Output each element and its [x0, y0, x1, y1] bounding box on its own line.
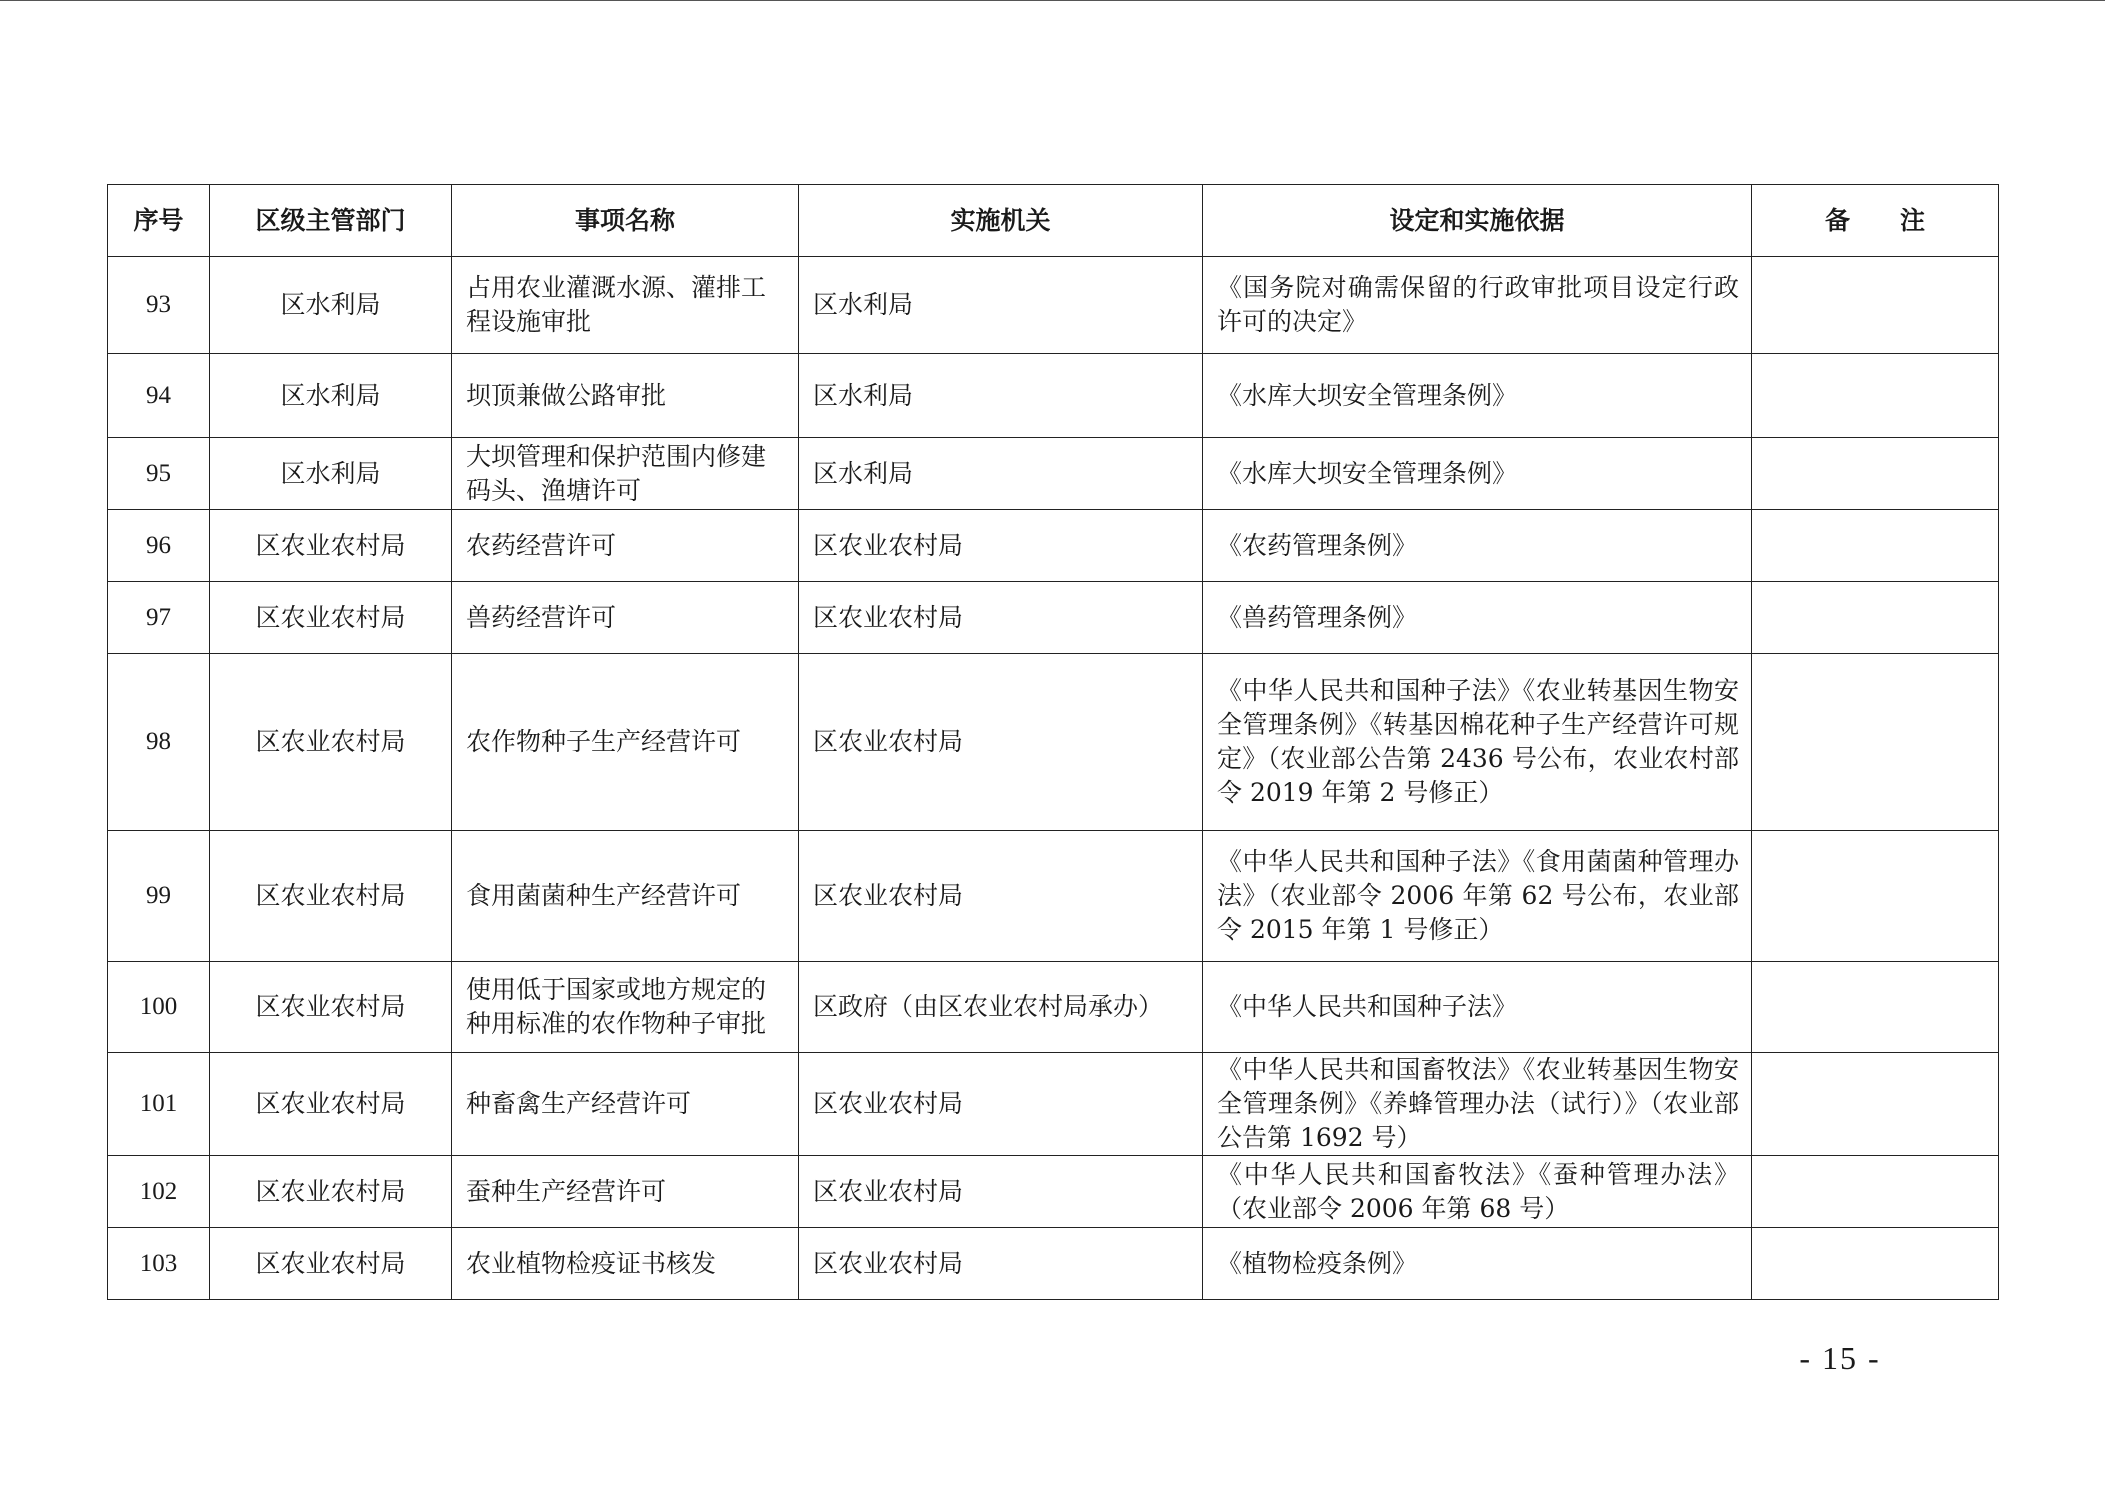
cell-remarks [1752, 1156, 1999, 1228]
header-agency: 实施机关 [799, 185, 1203, 257]
cell-agency: 区农业农村局 [799, 510, 1203, 582]
table-row [108, 354, 1999, 438]
cell-dept: 区农业农村局 [210, 582, 452, 654]
cell-dept: 区农业农村局 [210, 1156, 452, 1228]
cell-basis: 《中华人民共和国种子法》《食用菌菌种管理办法》（农业部令 2006 年第 62 号公布，农业部令 2015 年第 1 号修正） [1203, 831, 1752, 962]
cell-dept: 区农业农村局 [210, 510, 452, 582]
cell-dept: 区农业农村局 [210, 1228, 452, 1300]
cell-item: 占用农业灌溉水源、灌排工程设施审批 [452, 257, 799, 354]
header-remarks: 备 注 [1752, 185, 1999, 257]
cell-seq: 98 [108, 654, 210, 831]
cell-basis: 《中华人民共和国种子法》《农业转基因生物安全管理条例》《转基因棉花种子生产经营许可规定》（农业部公告第 2436 号公布，农业农村部令 2019 年第 2 号修正） [1203, 654, 1752, 831]
cell-item: 农业植物检疫证书核发 [452, 1228, 799, 1300]
table-header-row [108, 185, 1999, 257]
cell-basis: 《中华人民共和国畜牧法》《蚕种管理办法》（农业部令 2006 年第 68 号） [1203, 1156, 1752, 1228]
cell-seq: 100 [108, 962, 210, 1053]
cell-remarks [1752, 354, 1999, 438]
cell-seq: 94 [108, 354, 210, 438]
cell-agency: 区水利局 [799, 257, 1203, 354]
cell-dept: 区农业农村局 [210, 1053, 452, 1156]
cell-basis: 《水库大坝安全管理条例》 [1203, 438, 1752, 510]
cell-item: 农药经营许可 [452, 510, 799, 582]
cell-dept: 区水利局 [210, 257, 452, 354]
header-seq: 序号 [108, 185, 210, 257]
cell-basis: 《国务院对确需保留的行政审批项目设定行政许可的决定》 [1203, 257, 1752, 354]
table-row [108, 1228, 1999, 1300]
cell-seq: 95 [108, 438, 210, 510]
cell-item: 使用低于国家或地方规定的种用标准的农作物种子审批 [452, 962, 799, 1053]
cell-remarks [1752, 962, 1999, 1053]
table-row [108, 510, 1999, 582]
cell-seq: 103 [108, 1228, 210, 1300]
table-row [108, 1156, 1999, 1228]
cell-agency: 区农业农村局 [799, 1156, 1203, 1228]
header-basis: 设定和实施依据 [1203, 185, 1752, 257]
table-row [108, 1053, 1999, 1156]
cell-dept: 区农业农村局 [210, 654, 452, 831]
cell-seq: 99 [108, 831, 210, 962]
cell-seq: 96 [108, 510, 210, 582]
cell-agency: 区农业农村局 [799, 1228, 1203, 1300]
table-row [108, 962, 1999, 1053]
cell-remarks [1752, 1053, 1999, 1156]
cell-seq: 93 [108, 257, 210, 354]
cell-agency: 区农业农村局 [799, 831, 1203, 962]
page-number: - 15 - [1799, 1340, 1881, 1376]
cell-agency: 区水利局 [799, 438, 1203, 510]
cell-basis: 《植物检疫条例》 [1203, 1228, 1752, 1300]
header-item: 事项名称 [452, 185, 799, 257]
cell-seq: 101 [108, 1053, 210, 1156]
cell-basis: 《水库大坝安全管理条例》 [1203, 354, 1752, 438]
table-row [108, 831, 1999, 962]
cell-agency: 区农业农村局 [799, 582, 1203, 654]
cell-remarks [1752, 257, 1999, 354]
approval-items-table [107, 184, 1999, 1300]
cell-basis: 《中华人民共和国畜牧法》《农业转基因生物安全管理条例》《养蜂管理办法（试行）》（农业部公告第 1692 号） [1203, 1053, 1752, 1156]
cell-basis: 《农药管理条例》 [1203, 510, 1752, 582]
table-row [108, 438, 1999, 510]
cell-remarks [1752, 1228, 1999, 1300]
cell-seq: 97 [108, 582, 210, 654]
cell-agency: 区农业农村局 [799, 654, 1203, 831]
table-row [108, 257, 1999, 354]
cell-remarks [1752, 831, 1999, 962]
cell-agency: 区水利局 [799, 354, 1203, 438]
cell-agency: 区农业农村局 [799, 1053, 1203, 1156]
header-dept: 区级主管部门 [210, 185, 452, 257]
cell-item: 兽药经营许可 [452, 582, 799, 654]
cell-dept: 区水利局 [210, 438, 452, 510]
table-row [108, 582, 1999, 654]
cell-basis: 《兽药管理条例》 [1203, 582, 1752, 654]
cell-item: 食用菌菌种生产经营许可 [452, 831, 799, 962]
cell-basis: 《中华人民共和国种子法》 [1203, 962, 1752, 1053]
cell-item: 坝顶兼做公路审批 [452, 354, 799, 438]
cell-item: 大坝管理和保护范围内修建码头、渔塘许可 [452, 438, 799, 510]
cell-dept: 区农业农村局 [210, 831, 452, 962]
cell-seq: 102 [108, 1156, 210, 1228]
cell-remarks [1752, 438, 1999, 510]
cell-item: 种畜禽生产经营许可 [452, 1053, 799, 1156]
cell-dept: 区农业农村局 [210, 962, 452, 1053]
cell-item: 蚕种生产经营许可 [452, 1156, 799, 1228]
table-row [108, 654, 1999, 831]
cell-dept: 区水利局 [210, 354, 452, 438]
top-border-line [0, 0, 2105, 1]
cell-item: 农作物种子生产经营许可 [452, 654, 799, 831]
cell-remarks [1752, 510, 1999, 582]
cell-remarks [1752, 654, 1999, 831]
cell-remarks [1752, 582, 1999, 654]
cell-agency: 区政府（由区农业农村局承办） [799, 962, 1203, 1053]
